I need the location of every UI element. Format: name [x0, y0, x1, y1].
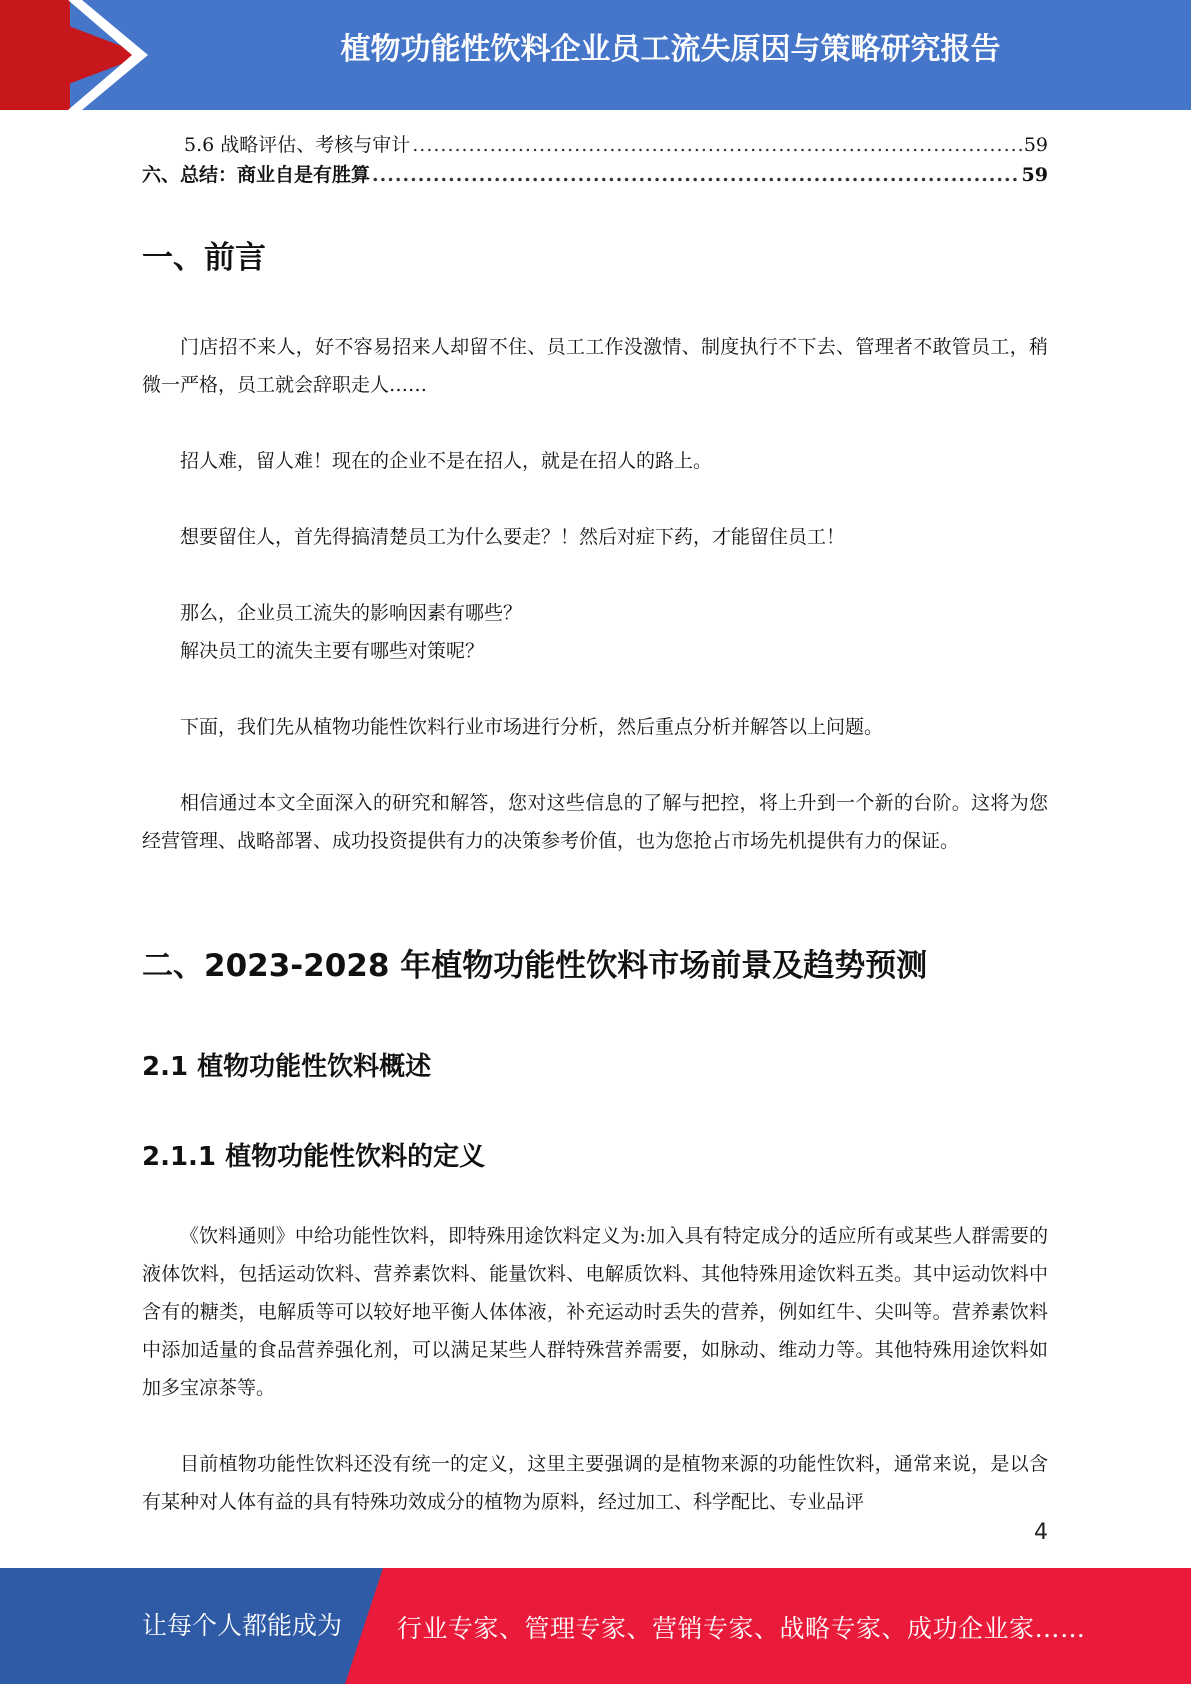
paragraph: 目前植物功能性饮料还没有统一的定义，这里主要强调的是植物来源的功能性饮料，通常来说，是以含有某种对人体有益的具有特殊功效成分的植物为原料，经过加工、科学配比、专业品评: [142, 1453, 1048, 1513]
heading-overview: 2.1 植物功能性饮料概述: [142, 1052, 432, 1082]
paragraph: 解决员工的流失主要有哪些对策呢？: [180, 640, 485, 662]
toc-leader-dots: [412, 134, 1022, 156]
heading-market-outlook: 二、2023-2028 年植物功能性饮料市场前景及趋势预测: [142, 948, 928, 984]
footer-slogan-left: 让每个人都能成为: [142, 1611, 343, 1640]
toc-entry[interactable]: [142, 130, 1048, 158]
paragraph: 那么，企业员工流失的影响因素有哪些？: [180, 602, 523, 624]
heading-definition: 2.1.1 植物功能性饮料的定义: [142, 1142, 486, 1172]
page-number: 4: [1034, 1520, 1048, 1545]
paragraph: 下面，我们先从植物功能性饮料行业市场进行分析，然后重点分析并解答以上问题。: [180, 716, 884, 738]
toc-entry-page: 59: [1023, 134, 1048, 156]
page-header: [0, 0, 1191, 110]
toc-entry[interactable]: [142, 160, 1048, 188]
report-title: 植物功能性饮料企业员工流失原因与策略研究报告: [340, 32, 1001, 67]
paragraph: 门店招不来人，好不容易招来人却留不住、员工工作没激情、制度执行不下去、管理者不敢管员工，稍微一严格，员工就会辞职走人……: [142, 336, 1048, 396]
header-chevron-icon: [68, 0, 148, 110]
toc-entry-label: 六、总结：商业自是有胜算: [142, 164, 371, 186]
paragraph: 想要留住人，首先得搞清楚员工为什么要走？！然后对症下药，才能留住员工！: [180, 526, 846, 548]
toc-leader-dots: [372, 164, 1020, 186]
toc-entry-label: 5.6 战略评估、考核与审计: [184, 134, 411, 156]
footer-slogan-right: 行业专家、管理专家、营销专家、战略专家、成功企业家……: [397, 1614, 1086, 1643]
heading-preface: 一、前言: [142, 240, 266, 276]
paragraph: 招人难，留人难！现在的企业不是在招人，就是在招人的路上。: [180, 450, 713, 472]
paragraph: 《饮料通则》中给功能性饮料，即特殊用途饮料定义为:加入具有特定成分的适应所有或某些人群需要的液体饮料，包括运动饮料、营养素饮料、能量饮料、电解质饮料、其他特殊用途饮料五类。其中运动饮料中含有的糖类，电解质等可以较好地平衡人体体液，补充运动时丢失的营养，例如红牛、尖叫等。营养素饮料中添加适量的食品营养强化剂，可以满足某些人群特殊营养需要，如脉动、维动力等。其他特殊用途饮料如加多宝凉茶等。: [142, 1225, 1048, 1399]
page-footer: [0, 1568, 1191, 1684]
toc-entry-page: 59: [1021, 164, 1048, 186]
paragraph: 相信通过本文全面深入的研究和解答，您对这些信息的了解与把控，将上升到一个新的台阶。这将为您经营管理、战略部署、成功投资提供有力的决策参考价值，也为您抢占市场先机提供有力的保证。: [142, 792, 1048, 852]
